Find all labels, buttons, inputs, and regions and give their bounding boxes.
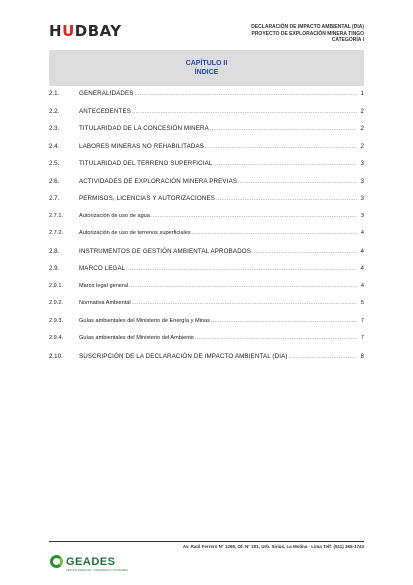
toc-dot-leader	[289, 354, 357, 360]
footer-address: Av. Raúl Ferrero N° 1265, Of. N° 201, Urb. Sirius, La Molina - Lima Telf: (511) 365-1743	[182, 544, 364, 549]
toc-entry[interactable]	[49, 296, 364, 314]
toc-entry-number: 2.4.	[49, 142, 60, 150]
toc-dot-leader	[132, 300, 357, 306]
header-line-2: PROYECTO DE EXPLORACIÓN MINERA TINGO	[251, 30, 364, 37]
toc-entry-page: 7	[360, 317, 364, 324]
toc-entry-page: 4	[360, 247, 364, 255]
toc-dot-leader	[214, 161, 358, 167]
toc-entry-number: 2.9.4.	[49, 335, 63, 341]
toc-dot-leader	[252, 249, 357, 255]
toc-entry-page: 3	[360, 160, 364, 167]
toc-entry-page: 8	[360, 352, 364, 360]
toc-entry-title: ACTIVIDADES DE EXPLORACIÓN MINERA PREVIAS	[79, 177, 238, 185]
toc-entry-number: 2.2.	[49, 107, 60, 115]
toc-entry-number: 2.9.	[49, 265, 60, 272]
toc-entry-title: Autorización de uso de terrenos superficiales	[79, 230, 191, 236]
toc-entry-page: 7	[360, 335, 364, 341]
toc-entry-page: 4	[360, 282, 364, 289]
geades-g-icon	[50, 555, 63, 568]
toc-entry-page: 2	[360, 107, 364, 115]
toc-entry-title: PERMISOS, LICENCIAS Y AUTORIZACIONES	[79, 195, 216, 202]
toc-entry[interactable]	[49, 174, 364, 192]
toc-dot-leader	[132, 109, 357, 115]
toc-entry-title: Guías ambientales del Ministerio del Ambiente	[79, 335, 195, 341]
toc-entry[interactable]	[49, 209, 364, 227]
toc-entry-page: 5	[360, 300, 364, 306]
geades-tagline: GESTIÓN AMBIENTAL Y DESARROLLO SOSTENIBLE	[66, 569, 129, 572]
toc-entry-page: 3	[360, 177, 364, 185]
logo-text-accent: U	[62, 22, 75, 40]
toc-entry-title: INSTRUMENTOS DE GESTIÓN AMBIENTAL APROBADOS	[79, 247, 252, 255]
toc-entry-page: 1	[360, 90, 364, 97]
toc-entry-page: 4	[360, 230, 364, 236]
toc-entry-number: 2.5.	[49, 160, 60, 167]
toc-dot-leader	[238, 179, 357, 185]
toc-entry-title: Guías ambientales del Ministerio de Energía y Minas	[79, 317, 210, 324]
toc-entry-title: MARCO LEGAL	[79, 265, 126, 272]
toc-entry-number: 2.7.1.	[49, 212, 63, 219]
toc-entry[interactable]	[49, 261, 364, 279]
toc-dot-leader	[211, 318, 357, 324]
toc-entry-title: LABORES MINERAS NO REHABILITADAS	[79, 142, 205, 150]
toc-dot-leader	[151, 213, 357, 219]
toc-entry-number: 2.1.	[49, 90, 60, 97]
chapter-title-box	[49, 50, 364, 86]
toc-entry-title: ANTECEDENTES	[79, 107, 131, 115]
toc-entry[interactable]	[49, 121, 364, 139]
table-of-contents	[49, 86, 364, 366]
toc-entry-number: 2.9.3.	[49, 317, 63, 324]
toc-entry[interactable]	[49, 331, 364, 349]
toc-entry-number: 2.3.	[49, 125, 60, 132]
hudbay-logo	[49, 22, 122, 40]
toc-dot-leader	[195, 335, 357, 341]
toc-entry[interactable]	[49, 226, 364, 244]
toc-entry-page: 2	[360, 142, 364, 150]
toc-dot-leader	[126, 266, 357, 272]
toc-entry[interactable]	[49, 139, 364, 157]
toc-entry-title: Autorización de uso de agua	[79, 212, 150, 219]
toc-entry-page: 3	[360, 195, 364, 202]
logo-text-left: H	[49, 22, 63, 40]
header-line-1: DECLARACIÓN DE IMPACTO AMBIENTAL (DIA)	[251, 24, 364, 30]
toc-entry[interactable]	[49, 279, 364, 297]
toc-entry-number: 2.8.	[49, 247, 60, 255]
toc-entry-page: 2	[360, 125, 364, 132]
toc-entry[interactable]	[49, 244, 364, 262]
toc-entry-title: SUSCRIPCIÓN DE LA DECLARACIÓN DE IMPACTO AMBIENTAL (DIA)	[79, 352, 288, 360]
chapter-title: CAPÍTULO II	[185, 60, 228, 67]
toc-entry[interactable]	[49, 314, 364, 332]
toc-entry-number: 2.6.	[49, 177, 60, 185]
toc-entry-page: 4	[360, 265, 364, 272]
toc-entry-number: 2.10.	[49, 352, 63, 360]
geades-logo	[50, 555, 129, 572]
index-title: ÍNDICE	[194, 69, 219, 76]
toc-entry-number: 2.9.2.	[49, 300, 63, 306]
toc-dot-leader	[192, 230, 357, 236]
toc-dot-leader	[135, 91, 357, 97]
header-line-3: CATEGORÍA I	[331, 37, 364, 43]
toc-dot-leader	[210, 126, 357, 132]
toc-entry-number: 2.7.2.	[49, 230, 63, 236]
toc-entry-title: Marco legal general	[79, 282, 129, 289]
toc-dot-leader	[216, 196, 357, 202]
geades-name: GEADES	[66, 555, 116, 568]
toc-entry-title: Normativa Ambiental	[79, 300, 131, 306]
footer-divider	[49, 541, 364, 542]
toc-entry-number: 2.9.1.	[49, 282, 63, 289]
toc-entry[interactable]	[49, 156, 364, 174]
toc-entry-page: 3	[360, 212, 364, 219]
toc-dot-leader	[205, 144, 357, 150]
toc-entry[interactable]	[49, 191, 364, 209]
toc-entry[interactable]	[49, 86, 364, 104]
logo-text-right: DBAY	[74, 22, 122, 40]
document-header	[251, 24, 364, 44]
toc-entry[interactable]	[49, 104, 364, 122]
toc-entry-title: TITULARIDAD DEL TERRENO SUPERFICIAL	[79, 160, 213, 167]
toc-entry-title: TITULARIDAD DE LA CONCESIÓN MINERA	[79, 125, 209, 132]
toc-entry[interactable]	[49, 349, 364, 367]
toc-dot-leader	[129, 283, 357, 289]
toc-entry-title: GENERALIDADES	[79, 90, 134, 97]
toc-entry-number: 2.7.	[49, 195, 60, 202]
